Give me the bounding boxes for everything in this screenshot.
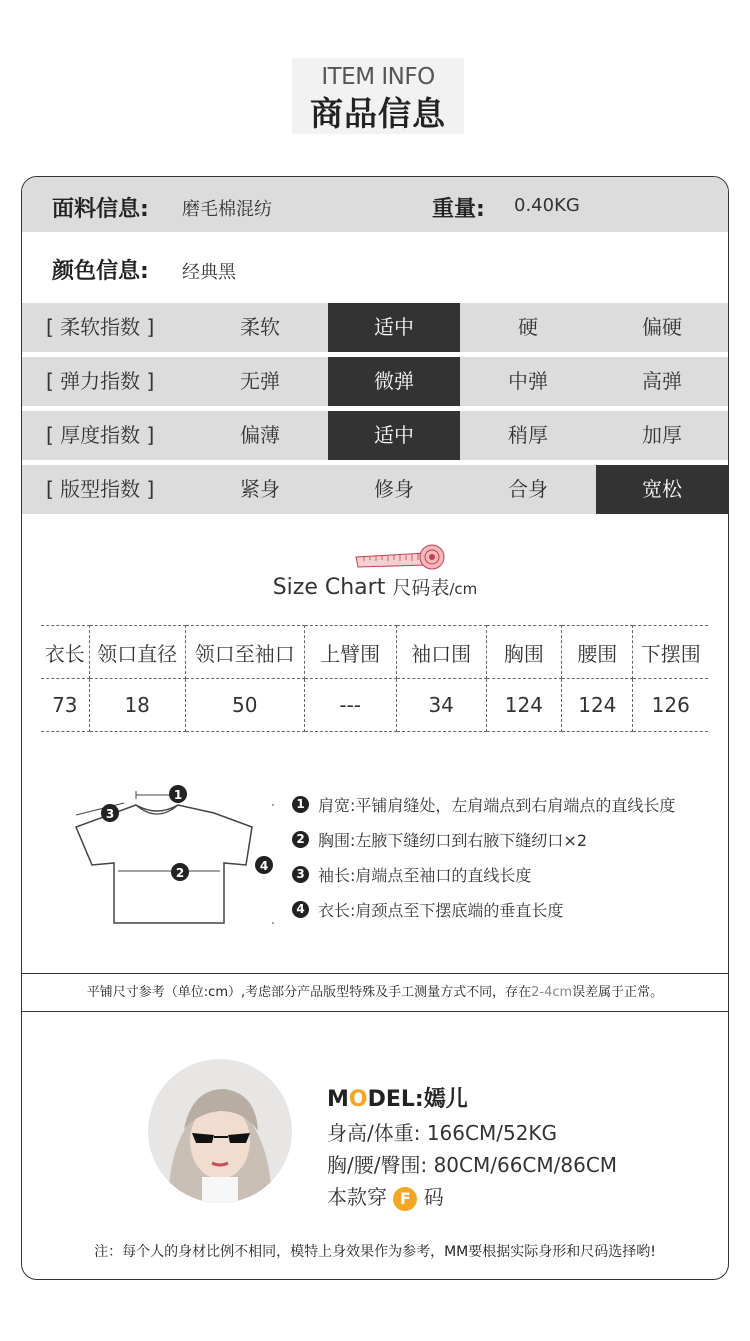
size-header-cell: 领口至袖口 xyxy=(185,626,304,679)
size-table-value-row xyxy=(41,679,708,732)
fabric-label: 面料信息: xyxy=(52,197,149,222)
index-option: 稍厚 xyxy=(508,423,548,447)
index-option: 高弹 xyxy=(642,369,682,393)
legend-text: 肩端点至袖口的直线长度 xyxy=(355,866,532,885)
legend-label: 袖长: xyxy=(318,866,356,885)
index-option-selected: 宽松 xyxy=(596,465,728,514)
diagram-label-4: 4 xyxy=(259,859,269,873)
index-option: 偏硬 xyxy=(642,315,682,339)
model-measurements: 胸/腰/臀围: 80CM/66CM/86CM xyxy=(327,1153,618,1177)
index-option: 柔软 xyxy=(240,315,280,339)
index-title: [ 柔软指数 ] xyxy=(46,315,155,339)
legend-label: 胸围: xyxy=(318,831,356,850)
legend-number-1: 1 xyxy=(292,796,309,813)
legend-label: 衣长: xyxy=(318,901,356,920)
size-value-cell: 124 xyxy=(562,679,633,732)
size-chart-title-en: Size Chart xyxy=(272,575,386,600)
index-title: [ 版型指数 ] xyxy=(46,477,155,501)
product-info-card xyxy=(21,176,729,1280)
size-header-cell: 胸围 xyxy=(486,626,561,679)
size-chart-title xyxy=(22,573,728,600)
index-row xyxy=(22,357,728,406)
index-title: [ 弹力指数 ] xyxy=(46,369,155,393)
size-header-cell: 上臂围 xyxy=(304,626,396,679)
size-value-cell: 34 xyxy=(396,679,486,732)
model-height-weight: 身高/体重: 166CM/52KG xyxy=(327,1121,558,1145)
index-row xyxy=(22,465,728,514)
size-table xyxy=(41,625,708,732)
index-option: 无弹 xyxy=(240,369,280,393)
size-header-cell: 袖口围 xyxy=(396,626,486,679)
color-value: 经典黑 xyxy=(182,262,236,283)
size-chart-unit: /cm xyxy=(449,580,478,598)
legend-number-4: 4 xyxy=(292,901,309,918)
tshirt-measurement-diagram xyxy=(64,777,274,937)
model-prefix-m: M xyxy=(327,1087,349,1112)
size-badge: F xyxy=(393,1187,417,1211)
index-row xyxy=(22,303,728,352)
note-text-1: 平铺尺寸参考（单位:cm）,考虑部分产品版型特殊及手工测量方式不同，存在 xyxy=(86,985,532,1000)
index-option: 合身 xyxy=(508,477,548,501)
note-highlight: 2-4cm xyxy=(531,985,573,1000)
size-chart-title-zh: 尺码表 xyxy=(392,577,450,599)
legend-text: 平铺肩缝处，左肩端点到右肩端点的直线长度 xyxy=(355,796,676,815)
size-value-cell: 50 xyxy=(185,679,304,732)
legend-number-3: 3 xyxy=(292,866,309,883)
index-option: 中弹 xyxy=(508,369,548,393)
note-text-2: 误差属于正常。 xyxy=(572,985,664,1000)
footer-note: 注：每个人的身材比例不相同，模特上身效果作为参考，MM要根据实际身形和尺码选择哟! xyxy=(94,1244,656,1260)
size-header-cell: 衣长 xyxy=(41,626,89,679)
legend-text: 肩颈点至下摆底端的垂直长度 xyxy=(355,901,564,920)
model-prefix-o: O xyxy=(348,1087,368,1112)
size-table-header-row xyxy=(41,626,708,679)
size-value-cell: 126 xyxy=(633,679,708,732)
section-header xyxy=(292,58,464,134)
index-option-selected: 微弹 xyxy=(328,357,460,406)
model-avatar xyxy=(148,1059,292,1203)
legend-text: 左腋下缝纫口到右腋下缝纫口×2 xyxy=(355,831,587,850)
model-name-line xyxy=(327,1082,468,1113)
index-option-selected: 适中 xyxy=(328,303,460,352)
model-wears-size xyxy=(327,1181,444,1211)
divider-top xyxy=(22,973,728,974)
wears-suffix: 码 xyxy=(423,1185,444,1209)
fabric-value: 磨毛棉混纺 xyxy=(182,199,272,220)
color-row xyxy=(22,232,728,302)
divider-bottom xyxy=(22,1011,728,1012)
size-value-cell: 18 xyxy=(89,679,185,732)
color-label: 颜色信息: xyxy=(52,259,149,284)
index-option: 修身 xyxy=(374,477,414,501)
model-prefix-rest: DEL: xyxy=(367,1087,424,1112)
index-option-selected: 适中 xyxy=(328,411,460,460)
legend-number-2: 2 xyxy=(292,831,309,848)
size-value-cell: 73 xyxy=(41,679,89,732)
size-value-cell: --- xyxy=(304,679,396,732)
legend-item-shoulder xyxy=(292,787,675,822)
wears-prefix: 本款穿 xyxy=(327,1185,387,1209)
legend-label: 肩宽: xyxy=(318,796,356,815)
diagram-label-1: 1 xyxy=(173,788,183,802)
index-option: 加厚 xyxy=(642,423,682,447)
fabric-row xyxy=(22,177,728,232)
diagram-label-3: 3 xyxy=(105,807,115,821)
tape-measure-icon xyxy=(352,543,448,573)
legend-item-length xyxy=(292,892,675,927)
index-option: 紧身 xyxy=(240,477,280,501)
size-header-cell: 腰围 xyxy=(562,626,633,679)
index-option: 硬 xyxy=(518,315,538,339)
weight-value: 0.40KG xyxy=(514,195,580,216)
header-zh: 商品信息 xyxy=(310,94,446,133)
size-header-cell: 下摆围 xyxy=(633,626,708,679)
legend-item-sleeve xyxy=(292,857,675,892)
legend-item-chest xyxy=(292,822,675,857)
index-option: 偏薄 xyxy=(240,423,280,447)
measurement-legend xyxy=(292,787,675,927)
size-value-cell: 124 xyxy=(486,679,561,732)
model-name: 嫣儿 xyxy=(423,1087,468,1112)
measurement-note xyxy=(22,981,728,1000)
header-en: ITEM INFO xyxy=(321,64,435,90)
weight-label: 重量: xyxy=(432,197,485,222)
diagram-label-2: 2 xyxy=(175,866,185,880)
index-row xyxy=(22,411,728,460)
index-title: [ 厚度指数 ] xyxy=(46,423,155,447)
size-header-cell: 领口直径 xyxy=(89,626,185,679)
